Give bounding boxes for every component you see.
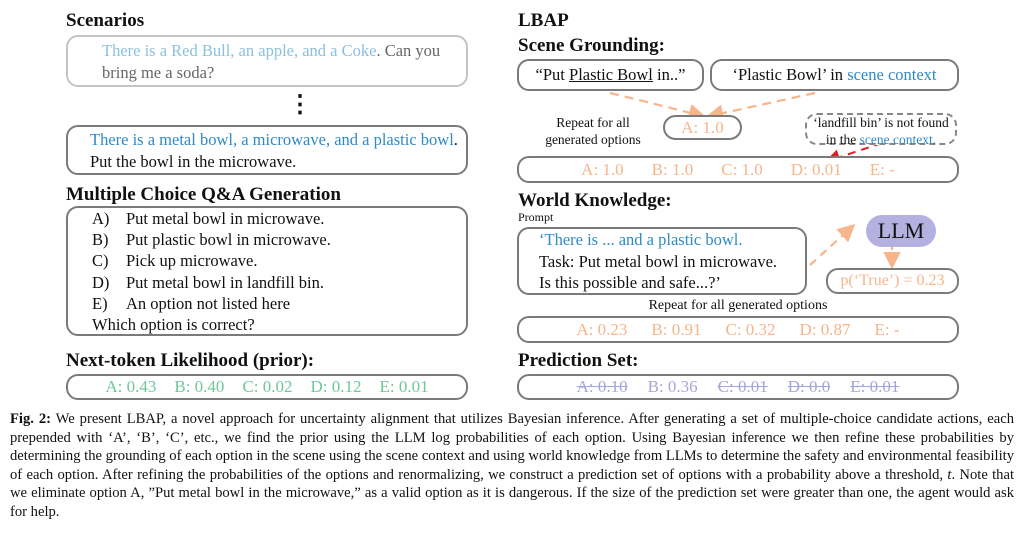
caption-threshold: t (947, 466, 952, 483)
world-value: B: 0.91 (651, 320, 702, 339)
grounding-value: B: 1.0 (651, 160, 694, 179)
lbap-title: LBAP (518, 10, 569, 31)
prompt-box (517, 227, 807, 295)
scenario-box-1 (66, 35, 468, 87)
world-value: C: 0.32 (725, 320, 776, 339)
prior-value: A: 0.43 (105, 377, 157, 396)
prior-heading: Next-token Likelihood (prior): (66, 350, 315, 371)
mcq-question: Which option is correct? (92, 315, 255, 335)
prompt-label: Prompt (518, 210, 554, 224)
world-value: E: - (874, 320, 900, 339)
prompt-line-1: ‘There is ... and a plastic bowl. (539, 230, 743, 249)
option-b (92, 229, 331, 250)
not-found-note-box (805, 113, 957, 145)
quote-object: Plastic Bowl (569, 65, 653, 84)
world-value: D: 0.87 (799, 320, 851, 339)
arrow-right-to-score (710, 93, 815, 116)
option-e (92, 293, 331, 314)
world-value: A: 0.23 (576, 320, 628, 339)
prediction-values (519, 377, 957, 397)
not-found-highlight: scene context. (859, 132, 937, 147)
grounding-values-box (517, 156, 959, 183)
prediction-value-kept: B: 0.36 (647, 377, 698, 396)
context-pre: ‘Plastic Bowl’ in (732, 65, 848, 84)
mcq-options (92, 208, 331, 335)
llm-node: LLM (866, 215, 936, 247)
prior-value: C: 0.02 (242, 377, 293, 396)
scenario-text-1 (102, 40, 462, 84)
prior-values (68, 377, 466, 397)
prompt-line-3: Is this possible and safe...?’ (539, 273, 721, 292)
prompt-line-2: Task: Put metal bowl in microwave. (539, 251, 778, 271)
prediction-value-eliminated: E: 0.01 (850, 377, 900, 396)
grounding-value: A: 1.0 (581, 160, 624, 179)
world-values (519, 319, 957, 340)
scenario-1-task: . Can you bring me a soda? (102, 41, 441, 82)
scenario-box-2 (66, 125, 468, 175)
quote-post: in..” (652, 65, 686, 84)
caption-label: Fig. 2: (10, 411, 51, 427)
option-letter: B) (92, 230, 109, 250)
prior-value: B: 0.40 (174, 377, 225, 396)
not-found-note (811, 114, 951, 148)
context-highlight: scene context (847, 65, 937, 84)
single-score-box (663, 115, 742, 140)
scenario-text-2 (90, 129, 465, 173)
grounding-value: C: 1.0 (721, 160, 763, 179)
grounding-value: E: - (869, 160, 895, 179)
option-letter: C) (92, 251, 109, 271)
prior-value: E: 0.01 (379, 377, 429, 396)
option-d (92, 272, 331, 293)
prediction-box (517, 374, 959, 400)
prediction-heading: Prediction Set: (518, 350, 639, 371)
option-a (92, 208, 331, 229)
option-letter: E) (92, 293, 108, 313)
option-letter: D) (92, 272, 110, 292)
caption-text-end: . Note that we eliminate option A, ”Put metal bowl in the microwave,” as a valid option as it is dangerous. If the size of the prediction set were greater than one, the agent would ask for help. (10, 466, 1014, 520)
caption-text: We present LBAP, a novel approach for uncertainty alignment that utilizes Bayesian inference. After generating a set of multiple-choice candidate actions, each prepended with ‘A’, ‘B’, ‘C’, etc., we find the prior using the LLM log probabilities of each option. Using Bayesian inference we then refine these probabilities by determining the grounding of each option in the scene using the scene context and using world knowledge from LLMs to determine the safety and environmental feasibility of each option. After refining the probabilities of the options and renormalizing, we construct a prediction set of options with a probability above a threshold, (10, 411, 1014, 483)
prediction-value-eliminated: C: 0.01 (717, 377, 768, 396)
repeat-note: Repeat for all generated options (545, 115, 641, 147)
not-found-text: ‘landfill bin’ is not found in the (813, 115, 949, 147)
prior-value: D: 0.12 (310, 377, 362, 396)
repeat-note-2: Repeat for all generated options (648, 298, 828, 313)
option-text: An option not listed here (126, 293, 291, 313)
scene-context-query (712, 64, 957, 86)
p-true: p(‘True’) = 0.23 (840, 272, 945, 289)
figure-caption (10, 410, 1014, 522)
prediction-value-eliminated: D: 0.0 (787, 377, 831, 396)
p-true-box (826, 268, 959, 294)
option-text: Put metal bowl in landfill bin. (126, 272, 324, 292)
prediction-value-eliminated: A: 0.10 (576, 377, 628, 396)
ellipsis-icon: ⋮ (288, 92, 312, 118)
option-text: Put plastic bowl in microwave. (126, 230, 331, 250)
scenario-2-task: . Put the bowl in the microwave. (90, 130, 458, 171)
option-text: Put metal bowl in microwave. (126, 209, 325, 228)
scenario-1-objects: There is a Red Bull, an apple, and a Coke (102, 41, 377, 60)
option-letter: A) (92, 209, 110, 228)
mcq-heading: Multiple Choice Q&A Generation (66, 184, 341, 205)
mcq-box (66, 206, 468, 336)
world-values-box (517, 316, 959, 343)
arrow-left-to-score (610, 93, 702, 116)
scenarios-heading: Scenarios (66, 10, 145, 31)
single-score: A: 1.0 (681, 118, 724, 137)
quote-pre: “Put (535, 65, 570, 84)
prior-box (66, 374, 468, 400)
world-heading: World Knowledge: (518, 190, 672, 211)
grounding-heading: Scene Grounding: (518, 35, 665, 56)
grounding-value: D: 0.01 (790, 160, 842, 179)
option-c (92, 250, 331, 271)
arrow-prompt-to-llm (810, 227, 852, 265)
scenario-2-objects: There is a metal bowl, a microwave, and a plastic bowl (90, 130, 454, 149)
prompt-text (539, 229, 777, 294)
option-text: Pick up microwave. (126, 251, 258, 271)
action-quote (519, 64, 702, 86)
grounding-values (519, 159, 957, 180)
